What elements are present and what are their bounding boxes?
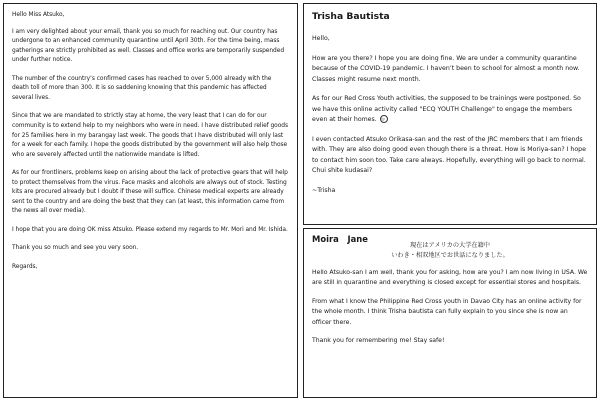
letter-paragraph: I even contacted Atsuko Orikasa-san and the rest of the JRC members that I am friends with. They are also doing good even though there is a threat. How is Moriya-san? I hope to contact him soon too. Take care always. Hopefully, everything will go back to normal. Chui shite kudasai?: [312, 136, 586, 175]
letter-panel-trisha: [303, 3, 597, 225]
letter-paragraph: [312, 94, 588, 125]
smiley-face-icon: [380, 115, 388, 123]
japanese-note-line: いわき・相双地区でお世話になりました。: [391, 251, 509, 259]
letter-paragraph: Since that we are mandated to strictly stay at home, the very least that I can do for our community is to extend help to my neighbors who were in need. I have distributed relief goods for 25 families here in my barangay last week. The goods that I have distributed will only last for a week for each family. I hope the goods distributed by the government will also help those who are severely affected until the nationwide mandate is lifted.: [12, 113, 289, 158]
letter-paragraph: How are you there? I hope you are doing fine. We are under a community quarantine because of the COVID-19 pandemic. I haven’t been to school for almost a month now. Classes might resume next month.: [312, 54, 580, 83]
letter-signoff: Regards,: [12, 263, 38, 270]
letter-paragraph: Hello Atsuko-san I am well, thank you for asking, how are you? I am now living in USA. We are still in quarantine and everything is closed except for essential stores and hospitals.: [312, 269, 588, 287]
letter-greeting: Hello,: [312, 35, 330, 42]
letter-panel-left: [3, 3, 298, 398]
author-name: Trisha Bautista: [312, 11, 390, 22]
letter-paragraph: As for our frontliners, problems keep on arising about the lack of protective gears that will help to protect themselves from the virus. Face masks and alcohols are always out of stock. Testing kits are procured already but I doubt if these will suffice. Chinese medical experts are already sent to the country and are doing the best that they can (at least, this information came from the news all over media).: [12, 170, 288, 215]
japanese-note-line: 現在はアメリカの大学在籍中: [409, 242, 490, 249]
letter-closing: Thank you so much and see you very soon.: [12, 245, 139, 252]
letter-paragraph: The number of the country’s confirmed cases has reached to over 5,000 already with the death toll of more than 300. It is so saddening knowing that this pandemic has affected several lives.: [12, 75, 272, 101]
letter-paragraph-text: As for our Red Cross Youth activities, the supposed to be trainings were postponed. So we have this online activity called "ECQ YOUTH Challenge" to engage the members even at their homes.: [312, 95, 581, 124]
letter-closing: Thank you for remembering me! Stay safe!: [312, 337, 445, 345]
letter-greeting: Hello Miss Atsuko,: [12, 12, 65, 18]
letter-paragraph: From what I know the Philippine Red Cross youth in Davao City has an online activity for the whole month. I think Trisha bautista can fully explain to you since she is now an officer there.: [312, 298, 582, 326]
letter-paragraph: I am very delighted about your email, thank you so much for reaching out. Our country has undergone to an enhanced community quarantine until April 30th. For the time being, mass gatherings are strictly prohibited as well. Classes and office works are temporarily suspended under further notice.: [12, 28, 285, 64]
author-name: Moira Jane: [312, 234, 368, 244]
letter-signoff: ~Trisha: [312, 187, 336, 195]
letter-panel-moira: [303, 228, 597, 398]
letter-paragraph: I hope that you are doing OK miss Atsuko. Please extend my regards to Mr. Mori and Mr. Ishida.: [12, 226, 288, 233]
